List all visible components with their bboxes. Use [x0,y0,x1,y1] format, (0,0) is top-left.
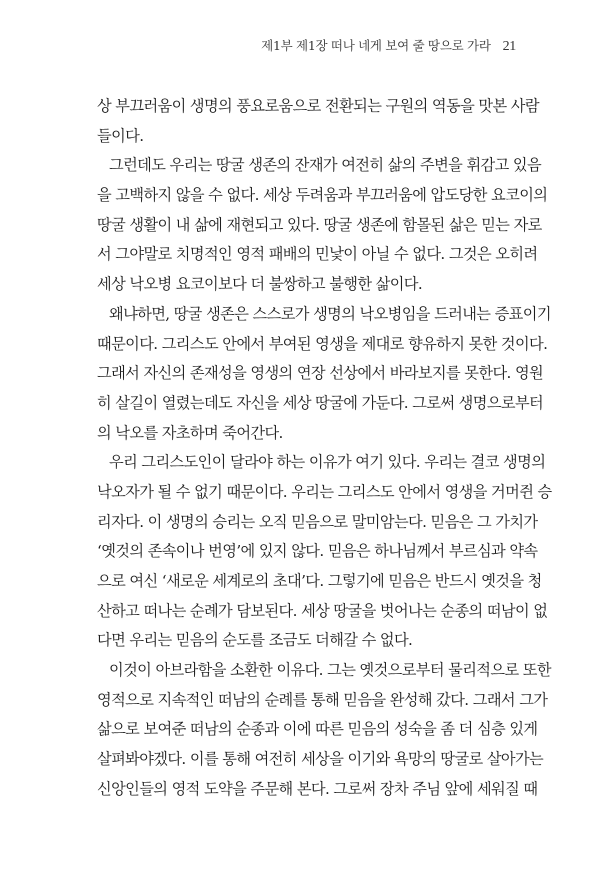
text-line: ‘옛것의 존속이나 번영’에 있지 않다. 믿음은 하나님께서 부르심과 약속 [97,542,538,561]
text-line: 삶으로 보여준 떠남의 순종과 이에 따른 믿음의 성숙을 좀 더 심층 있게 [97,720,538,739]
text-line: 상 부끄러움이 생명의 풍요로움으로 전환되는 구원의 역동을 맛본 사람 [97,97,539,115]
text-line: 우리 그리스도인이 달라야 하는 이유가 여기 있다. 우리는 결코 생명의 [109,453,546,472]
text-line: 이것이 아브라함을 소환한 이유다. 그는 옛것으로부터 물리적으로 또한 [109,661,551,680]
text-line: 때문이다. 그리스도 안에서 부여된 영생을 제대로 향유하지 못한 것이다. [97,334,548,353]
text-line: 을 고백하지 않을 수 없다. 세상 두려움과 부끄러움에 압도당한 요코이의 [97,186,548,205]
text-line: 산하고 떠나는 순례가 담보된다. 세상 땅굴을 벗어나는 순종의 떠남이 없 [97,601,548,620]
running-header [261,36,516,55]
text-line: 영적으로 지속적인 떠남의 순례를 통해 믿음을 완성해 갔다. 그래서 그가 [97,690,548,709]
text-line: 리자다. 이 생명의 승리는 오직 믿음으로 말미암는다. 믿음은 그 가치가 [97,512,538,531]
text-line: 서 그야말로 치명적인 영적 패배의 민낯이 아닐 수 없다. 그것은 오히려 [97,245,538,264]
text-line: 신앙인들의 영적 도약을 주문해 본다. 그로써 장차 주님 앞에 세워질 때 [97,779,538,798]
page-number: 21 [502,39,516,54]
text-line: 으로 여신 ‘새로운 세계로의 초대’다. 그렇기에 믿음은 반드시 옛것을 청 [97,572,542,590]
text-line: 낙오자가 될 수 없기 때문이다. 우리는 그리스도 안에서 영생을 거머쥔 승 [97,482,552,501]
text-line: 그런데도 우리는 땅굴 생존의 잔재가 여전히 삶의 주변을 휘감고 있음 [109,156,542,175]
text-line: 살펴봐야겠다. 이를 통해 여전히 세상을 이기와 욕망의 땅굴로 살아가는 [97,750,544,769]
text-line: 그래서 자신의 존재성을 영생의 연장 선상에서 바라보지를 못한다. 영원 [97,364,544,383]
text-line: 왜냐하면, 땅굴 생존은 스스로가 생명의 낙오병임을 드러내는 증표이기 [109,304,551,323]
body-text [97,92,552,805]
text-line: 세상 낙오병 요코이보다 더 불쌍하고 불행한 삶이다. [97,275,423,294]
text-line: 땅굴 생활이 내 삶에 재현되고 있다. 땅굴 생존에 함몰된 삶은 믿는 자로 [97,215,542,234]
text-line: 의 낙오를 자초하며 죽어간다. [97,423,283,442]
text-line: 들이다. [97,126,144,145]
text-line: 다면 우리는 믿음의 순도를 조금도 더해갈 수 없다. [97,631,413,650]
text-line: 히 살길이 열렸는데도 자신을 세상 땅굴에 가둔다. 그로써 생명으로부터 [97,393,544,412]
running-title: 제1부 제1장 떠나 네게 보여 줄 땅으로 가라 [261,38,491,53]
